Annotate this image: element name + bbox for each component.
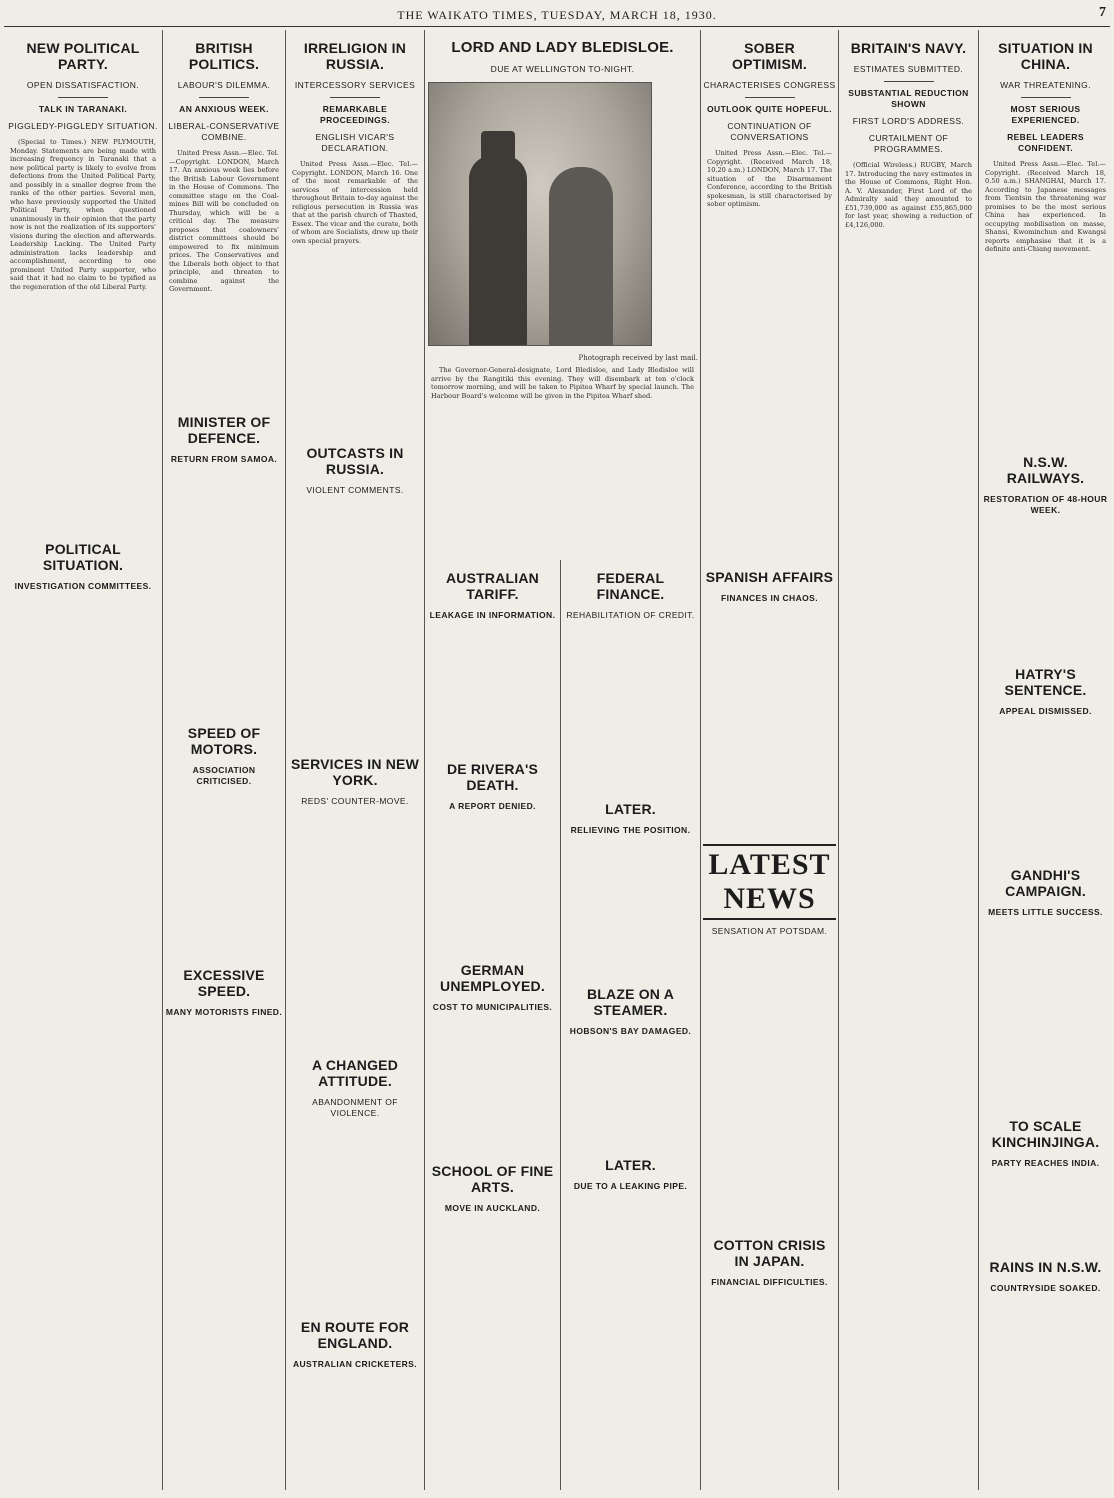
article-body [169,149,279,294]
column-divider [560,560,561,1490]
article-headline: OUTCASTS IN RUSSIA. [306,445,404,477]
article-headline: TO SCALE KINCHINJINGA. [991,1117,1100,1150]
article-subhead: TALK IN TARANAKI. [38,104,128,114]
masthead-rule [4,26,1110,27]
article-headline: SERVICES IN NEW YORK. [291,756,419,788]
column-tariff [427,560,558,1490]
article-body [10,138,156,291]
column-irreligion-russia [288,30,422,1492]
article-headline: DE RIVERA'S DEATH. [446,761,539,793]
article-body [431,366,694,400]
article-subhead: FIRST LORD'S ADDRESS. [852,116,965,126]
article-body [292,160,418,245]
article-headline: GANDHI'S CAMPAIGN. [1005,866,1086,899]
divider [58,97,108,98]
article-headline: SPANISH AFFAIRS [705,568,834,585]
article-headline: FEDERAL FINANCE. [596,570,665,602]
article-subhead: HOBSON'S BAY DAMAGED. [569,1026,692,1036]
article-subhead: RELIEVING THE POSITION. [570,825,691,835]
article-body [985,160,1106,254]
article-subhead: REBEL LEADERS CONFIDENT. [1007,132,1084,153]
article-headline: BRITAIN'S NAVY. [850,40,967,56]
article-subhead: ASSOCIATION CRITICISED. [192,764,256,786]
article-subhead: OPEN DISSATISFACTION. [26,80,140,90]
article-subhead: INVESTIGATION COMMITTEES. [14,581,152,591]
article-subhead: A REPORT DENIED. [449,801,536,811]
masthead [0,0,1114,26]
article-subhead: OUTLOOK QUITE HOPEFUL. [707,104,832,114]
column-britains-navy [841,30,976,1492]
article-subhead: MEETS LITTLE SUCCESS. [988,906,1103,917]
article-headline: BLAZE ON A STEAMER. [586,986,675,1018]
article-subhead: WAR THREATENING. [1000,80,1091,90]
article-subhead: VIOLENT COMMENTS. [306,485,404,495]
article-subhead: COUNTRYSIDE SOAKED. [990,1282,1101,1293]
article-subhead: LABOUR'S DILEMMA. [177,80,271,90]
article-subhead: CURTAILMENT OF PROGRAMMES. [868,133,949,154]
article-body [707,149,832,209]
article-subhead: PIGGLEDY-PIGGLEDY SITUATION. [8,121,158,131]
bledisloe-photograph [428,82,652,346]
lord-bledisloe-figure [469,155,527,345]
article-text: (Official Wireless.) RUGBY, March 17. Introducing the navy estimates in the House of Commons, Right Hon. A. V. Alexander, First Lord of the Admiralty said they amounted to £51,739,000 as against £55,865,000 for last year, showing a reduction of £4,126,000. [845,161,972,229]
column-divider [700,30,701,1490]
article-subhead: ENGLISH VICAR'S DECLARATION. [315,132,395,153]
article-subhead: CONTINUATION OF CONVERSATIONS [727,121,812,142]
article-subhead: APPEAL DISMISSED. [999,705,1092,716]
article-headline: SCHOOL OF FINE ARTS. [431,1163,554,1195]
column-divider [424,30,425,1490]
divider [884,81,934,82]
article-subhead: REHABILITATION OF CREDIT. [566,610,695,620]
article-subhead: ESTIMATES SUBMITTED. [853,64,964,74]
article-headline: BRITISH POLITICS. [188,40,260,72]
column-divider [285,30,286,1490]
divider [1021,97,1071,98]
article-body [845,161,972,229]
article-headline: LATER. [605,1157,656,1173]
column-divider [978,30,979,1490]
article-text: United Press Assn.—Elec. Tel.—Copyright. LONDON, March 16. One of the most remarkable of the services of intercession held throughout Britain to-day against the religious persecution in Russia was that at the parish church of Thaxted, Essex. The vicar and the curate, both of whom are Socialists, drew up their own special prayers. [292,160,418,245]
article-subhead: CHARACTERISES CONGRESS [703,80,836,90]
article-headline: LATER. [605,801,656,817]
article-subhead: LEAKAGE IN INFORMATION. [429,610,556,620]
article-subhead: FINANCIAL DIFFICULTIES. [711,1276,828,1287]
article-subhead: MOVE IN AUCKLAND. [444,1203,541,1213]
column-divider [838,30,839,1490]
article-subhead: INTERCESSORY SERVICES [294,80,416,90]
column-china [981,30,1110,1492]
article-headline: IRRELIGION IN RUSSIA. [303,40,407,72]
article-subhead: MANY MOTORISTS FINED. [165,1006,283,1017]
column-sober-optimism [703,30,836,1492]
article-subhead: LIBERAL-CONSERVATIVE COMBINE. [168,121,280,142]
article-text: United Press Assn.—Elec. Tel.—Copyright. (Received March 18, 0.50 a.m.) SHANGHAI, March 17. According to Japanese messages from Tientsin the threatening war promises to be the most serious China has experienced. In occupying mobilisation on masse, Shansi, Kwominchun and Kwangsi reports emphasise that it is a definite anti-Chiang movement. [985,160,1106,253]
article-subhead: REMARKABLE PROCEEDINGS. [320,104,390,125]
bledisloe-caption-block [427,350,698,540]
article-subhead: ABANDONMENT OF VIOLENCE. [312,1097,398,1118]
divider [745,97,795,98]
article-subhead: MOST SERIOUS EXPERIENCED. [1010,104,1081,125]
article-subhead: DUE AT WELLINGTON TO-NIGHT. [490,64,635,74]
lady-bledisloe-figure [549,167,613,345]
article-headline: SPEED OF MOTORS. [187,724,261,757]
article-subhead: AUSTRALIAN CRICKETERS. [292,1359,418,1369]
article-text: United Press Assn.—Elec. Tel.—Copyright. (Received March 18, 10.20 a.m.) LONDON, March 17. The situation of the Disarmament Conference, according to the British spokesman, is still characterised by sober optimism. [707,149,832,208]
divider [330,97,380,98]
article-headline: RAINS IN N.S.W. [989,1258,1102,1275]
article-subhead: AN ANXIOUS WEEK. [179,104,269,114]
article-headline: HATRY'S SENTENCE. [1004,665,1087,698]
article-text: (Special to Times.) NEW PLYMOUTH, Monday. Statements are being made with increasing frequency in Taranaki that a new political party is likely to evolve from defections from the United Political Party, and possibly in a smaller degree from the ranks of the other parties. Several men, who have previously supported the United Political Party, when questioned unanimously in their opinion that the party now is not the realization of its supporters' visions during the election and afterwards. Leadership Lacking. The United Party administration lacks leadership and accomplishment, according to one prominent United Party supporter, who said that it had no claim to be typified as the regeneration of the old Liberal Party. [10,138,156,291]
column-federal-finance [563,560,698,1490]
article-headline: EN ROUTE FOR ENGLAND. [300,1319,410,1351]
article-headline: SOBER OPTIMISM. [732,40,807,72]
divider [199,97,249,98]
column-british-politics [165,30,283,1492]
article-headline: COTTON CRISIS IN JAPAN. [713,1236,826,1269]
article-headline: N.S.W. RAILWAYS. [1006,453,1085,486]
article-subhead: FINANCES IN CHAOS. [721,592,818,603]
column-divider [162,30,163,1490]
article-subhead: RETURN FROM SAMOA. [170,453,278,464]
article-subhead: COST TO MUNICIPALITIES. [432,1002,553,1012]
article-headline: SITUATION IN CHINA. [998,40,1093,72]
article-subhead: SUBSTANTIAL REDUCTION SHOWN [848,88,969,109]
article-headline: NEW POLITICAL PARTY. [26,40,140,72]
article-headline: LORD AND LADY BLEDISLOE. [451,39,674,56]
article-subhead: RESTORATION OF 48-HOUR WEEK. [983,493,1108,515]
article-headline: MINISTER OF DEFENCE. [177,413,271,446]
article-subhead: REDS' COUNTER-MOVE. [301,796,409,806]
latest-news-banner: LATEST NEWS [703,844,836,920]
article-text: The Governor-General-designate, Lord Bledisloe, and Lady Bledisloe will arrive by the Rangitiki this evening. They will disembark at ten o'clock tomorrow morning, and will be taken to Pipitea Wharf by special launch. The Harbour Board's welcome will be given in the Pipitea Wharf shed. [431,366,694,400]
article-headline: POLITICAL SITUATION. [42,541,124,573]
article-headline: EXCESSIVE SPEED. [183,966,265,999]
article-subhead: PARTY REACHES INDIA. [991,1157,1100,1168]
top-hat [481,131,515,161]
page-number: 7 [1099,5,1106,20]
photo-credit: Photograph received by last mail. [578,354,698,362]
column-political-party [6,30,160,1492]
article-text: United Press Assn.—Elec. Tel.—Copyright. LONDON, March 17. An anxious week lies before the British Labour Government in the House of Commons. The committee stage on the Coal-mines Bill will be concluded on Thursday, which will be a critical day. The measure proposes that coalowners' district committees should be empowered to fix minimum prices. The Conservatives and the Liberals both object to that principle, and threaten to combine against the Government. [169,149,279,293]
article-subhead: DUE TO A LEAKING PIPE. [573,1181,688,1191]
article-subhead: SENSATION AT POTSDAM. [711,925,828,936]
newspaper-title: THE WAIKATO TIMES, TUESDAY, MARCH 18, 1930. [397,8,717,22]
article-headline: GERMAN UNEMPLOYED. [440,962,545,994]
article-headline: A CHANGED ATTITUDE. [311,1057,399,1089]
article-headline: AUSTRALIAN TARIFF. [446,570,539,602]
